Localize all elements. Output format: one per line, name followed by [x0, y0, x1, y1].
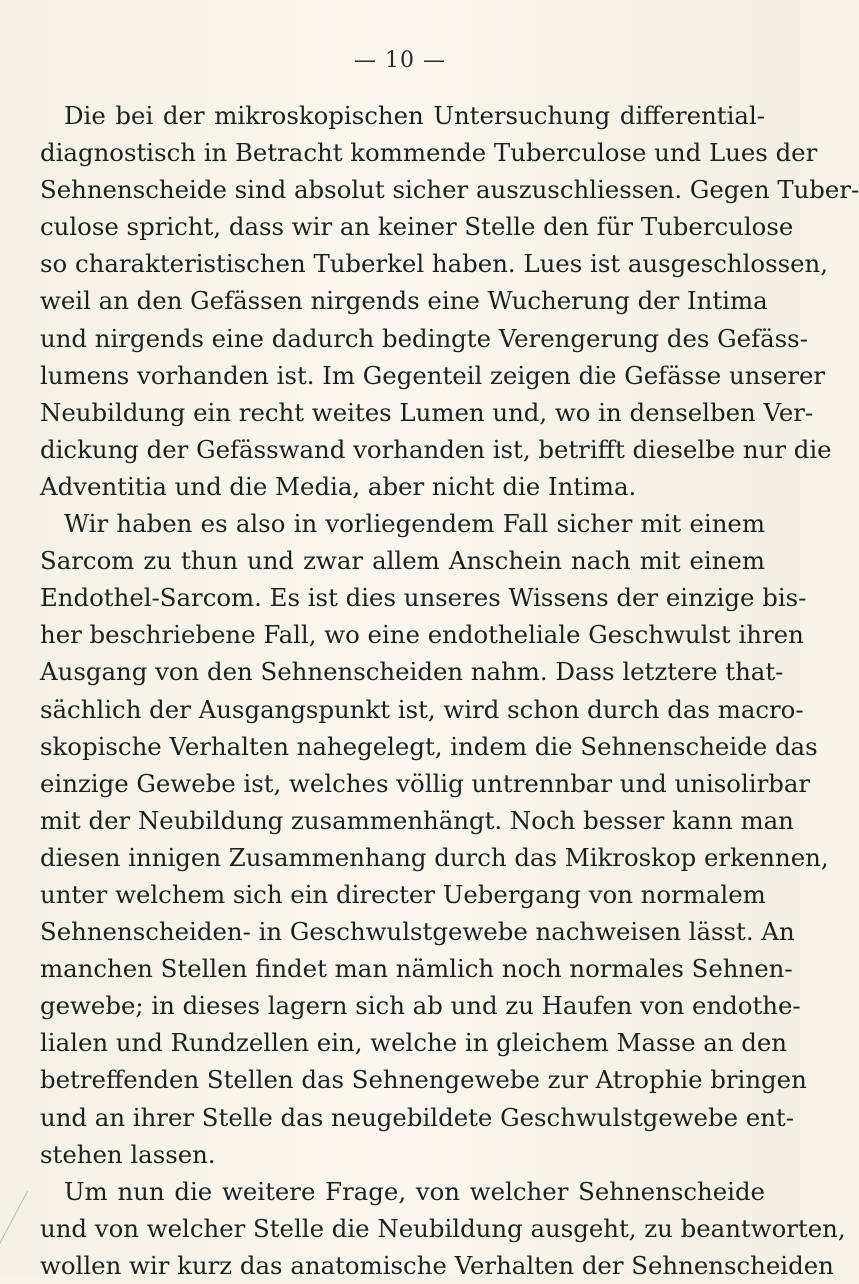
text-line: Sehnenscheiden- in Geschwulstgewebe nachweisen lässt. An — [40, 917, 795, 947]
text-line: dickung der Gefässwand vorhanden ist, betrifft dieselbe nur die — [40, 434, 832, 464]
text-line: skopische Verhalten nahegelegt, indem die Sehnenscheide das — [40, 731, 818, 761]
text-line: lialen und Rundzellen ein, welche in gleichem Masse an den — [40, 1028, 788, 1058]
text-line: manchen Stellen findet man nämlich noch normales Sehnen- — [40, 954, 793, 984]
text-line: wollen wir kurz das anatomische Verhalten der Sehnenscheiden — [40, 1250, 834, 1280]
text-line: Endothel-Sarcom. Es ist dies unseres Wissens der einzige bis- — [40, 583, 807, 613]
page-number: — 10 — — [354, 48, 446, 73]
text-line: Ausgang von den Sehnenscheiden nahm. Dass letztere that- — [40, 657, 784, 687]
text-line: Sehnenscheide sind absolut sicher auszuschliessen. Gegen Tuber- — [40, 175, 859, 205]
text-line: und an ihrer Stelle das neugebildete Geschwulstgewebe ent- — [40, 1102, 794, 1132]
text-line: gewebe; in dieses lagern sich ab und zu Haufen von endothe- — [40, 991, 801, 1021]
text-line: Um nun die weitere Frage, von welcher Sehnenscheide — [64, 1176, 765, 1206]
text-line: Sarcom zu thun und zwar allem Anschein nach mit einem — [40, 546, 765, 576]
text-line: so charakteristischen Tuberkel haben. Lues ist ausgeschlossen, — [40, 249, 829, 279]
text-line: unter welchem sich ein directer Uebergang von normalem — [40, 879, 766, 909]
text-line: stehen lassen. — [40, 1139, 216, 1169]
text-line: sächlich der Ausgangspunkt ist, wird schon durch das macro- — [40, 694, 804, 724]
text-line: einzige Gewebe ist, welches völlig untrennbar und unisolirbar — [40, 768, 811, 798]
text-line: betreffenden Stellen das Sehnengewebe zur Atrophie bringen — [40, 1065, 807, 1095]
body-text — [40, 97, 859, 1284]
text-line: Die bei der mikroskopischen Untersuchung differential- — [64, 101, 765, 130]
text-line: diagnostisch in Betracht kommende Tuberculose und Lues der — [40, 138, 818, 168]
text-line: Wir haben es also in vorliegendem Fall sicher mit einem — [64, 509, 765, 539]
text-line: und von welcher Stelle die Neubildung ausgeht, zu beantworten, — [40, 1213, 846, 1243]
text-line: lumens vorhanden ist. Im Gegenteil zeigen die Gefässe unserer — [40, 360, 826, 390]
text-line: her beschriebene Fall, wo eine endotheliale Geschwulst ihren — [40, 620, 804, 650]
text-line: weil an den Gefässen nirgends eine Wucherung der Intima — [40, 286, 768, 316]
text-line: Neubildung ein recht weites Lumen und, wo in denselben Ver- — [40, 397, 814, 427]
text-line: und nirgends eine dadurch bedingte Verengerung des Gefäss- — [40, 323, 808, 353]
text-line: mit der Neubildung zusammenhängt. Noch besser kann man — [40, 805, 794, 835]
text-line: Adventitia und die Media, aber nicht die Intima. — [40, 471, 637, 501]
text-line: culose spricht, dass wir an keiner Stelle den für Tuberculose — [40, 212, 794, 242]
text-line: diesen innigen Zusammenhang durch das Mikroskop erkennen, — [40, 842, 829, 872]
pencil-mark — [0, 1191, 41, 1260]
